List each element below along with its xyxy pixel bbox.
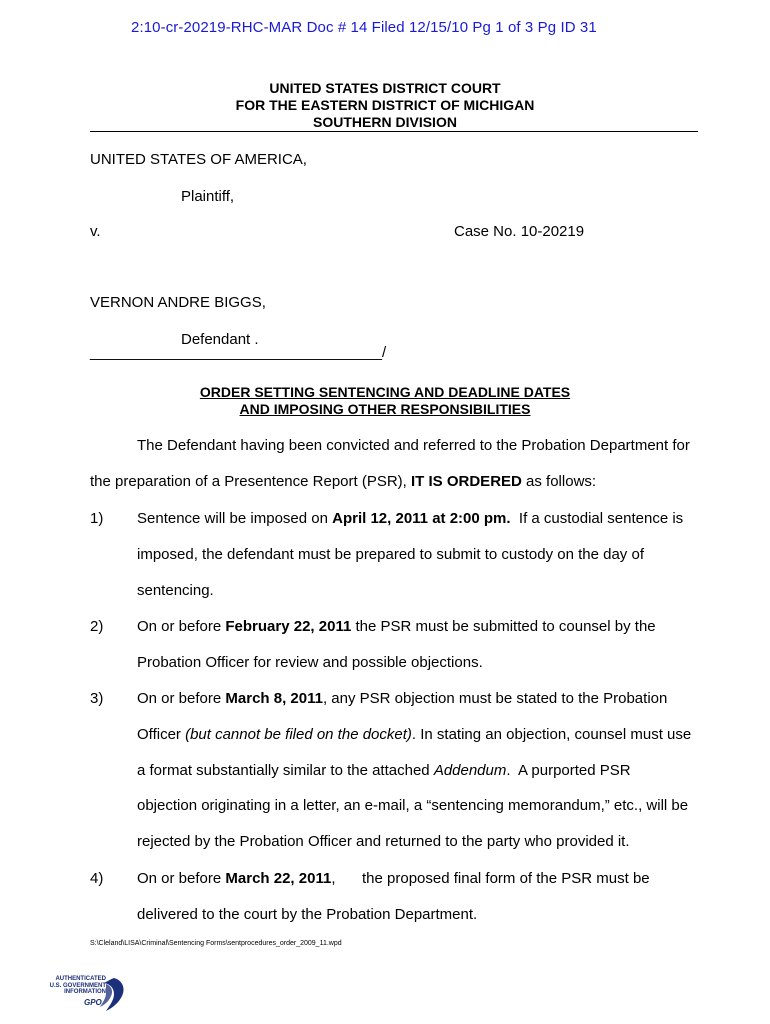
plaintiff-role: Plaintiff, xyxy=(181,188,235,205)
item-3-line4: objection originating in a letter, an e-mail, a “sentencing memorandum,” etc., will be xyxy=(137,797,689,814)
item-4-line2: delivered to the court by the Probation Department. xyxy=(137,906,478,923)
court-division: SOUTHERN DIVISION xyxy=(313,114,457,130)
intro-line2: the preparation of a Presentence Report (PSR), IT IS ORDERED as follows: xyxy=(90,473,597,490)
item-1-line1: Sentence will be imposed on April 12, 2011 at 2:00 pm. If a custodial sentence is xyxy=(137,510,684,527)
versus-label: v. xyxy=(90,223,101,240)
intro-line1: The Defendant having been convicted and referred to the Probation Department for xyxy=(137,437,690,454)
item-4-line1a: On or before March 22, 2011, xyxy=(137,870,336,887)
defendant-role: Defendant . xyxy=(181,331,259,348)
file-path-footer: S:\Cleland\LISA\Criminal\Sentencing Forms\sentprocedures_order_2009_11.wpd xyxy=(90,940,342,947)
item-3-line3: a format substantially similar to the attached Addendum. A purported PSR xyxy=(137,762,631,779)
item-number-4: 4) xyxy=(90,870,104,887)
item-3-line5: rejected by the Probation Officer and returned to the party who provided it. xyxy=(137,833,630,850)
item-2-line2: Probation Officer for review and possible objections. xyxy=(137,654,483,671)
seal-gpo-text: GPO xyxy=(84,998,102,1007)
gpo-seal xyxy=(44,974,128,1018)
item-number-1: 1) xyxy=(90,510,104,527)
item-3-line2: Officer (but cannot be filed on the docket). In stating an objection, counsel must use xyxy=(137,726,692,743)
item-4-line1b: the proposed final form of the PSR must be xyxy=(362,870,650,887)
court-name: UNITED STATES DISTRICT COURT xyxy=(269,80,501,96)
heading-rule xyxy=(90,131,698,132)
case-number: Case No. 10-20219 xyxy=(454,223,585,240)
item-3-line1: On or before March 8, 2011, any PSR objection must be stated to the Probation xyxy=(137,690,668,707)
seal-line-2: U.S. GOVERNMENT xyxy=(49,982,106,989)
court-district: FOR THE EASTERN DISTRICT OF MICHIGAN xyxy=(235,97,535,113)
item-number-3: 3) xyxy=(90,690,104,707)
caption-rule: ___________________________________/ xyxy=(90,344,387,361)
item-1-line2: imposed, the defendant must be prepared to submit to custody on the day of xyxy=(137,546,644,563)
seal-line-3: INFORMATION xyxy=(64,989,106,995)
item-2-line1: On or before February 22, 2011 the PSR must be submitted to counsel by the xyxy=(137,618,656,635)
filing-header: 2:10-cr-20219-RHC-MAR Doc # 14 Filed 12/15/10 Pg 1 of 3 Pg ID 31 xyxy=(131,19,597,36)
plaintiff-name: UNITED STATES OF AMERICA, xyxy=(90,151,307,168)
item-number-2: 2) xyxy=(90,618,104,635)
defendant-name: VERNON ANDRE BIGGS, xyxy=(90,294,266,311)
order-title-line2: AND IMPOSING OTHER RESPONSIBILITIES xyxy=(239,401,531,417)
seal-line-1: AUTHENTICATED xyxy=(55,976,106,982)
order-title-line1: ORDER SETTING SENTENCING AND DEADLINE DATES xyxy=(199,384,571,400)
item-1-line3: sentencing. xyxy=(137,582,214,599)
